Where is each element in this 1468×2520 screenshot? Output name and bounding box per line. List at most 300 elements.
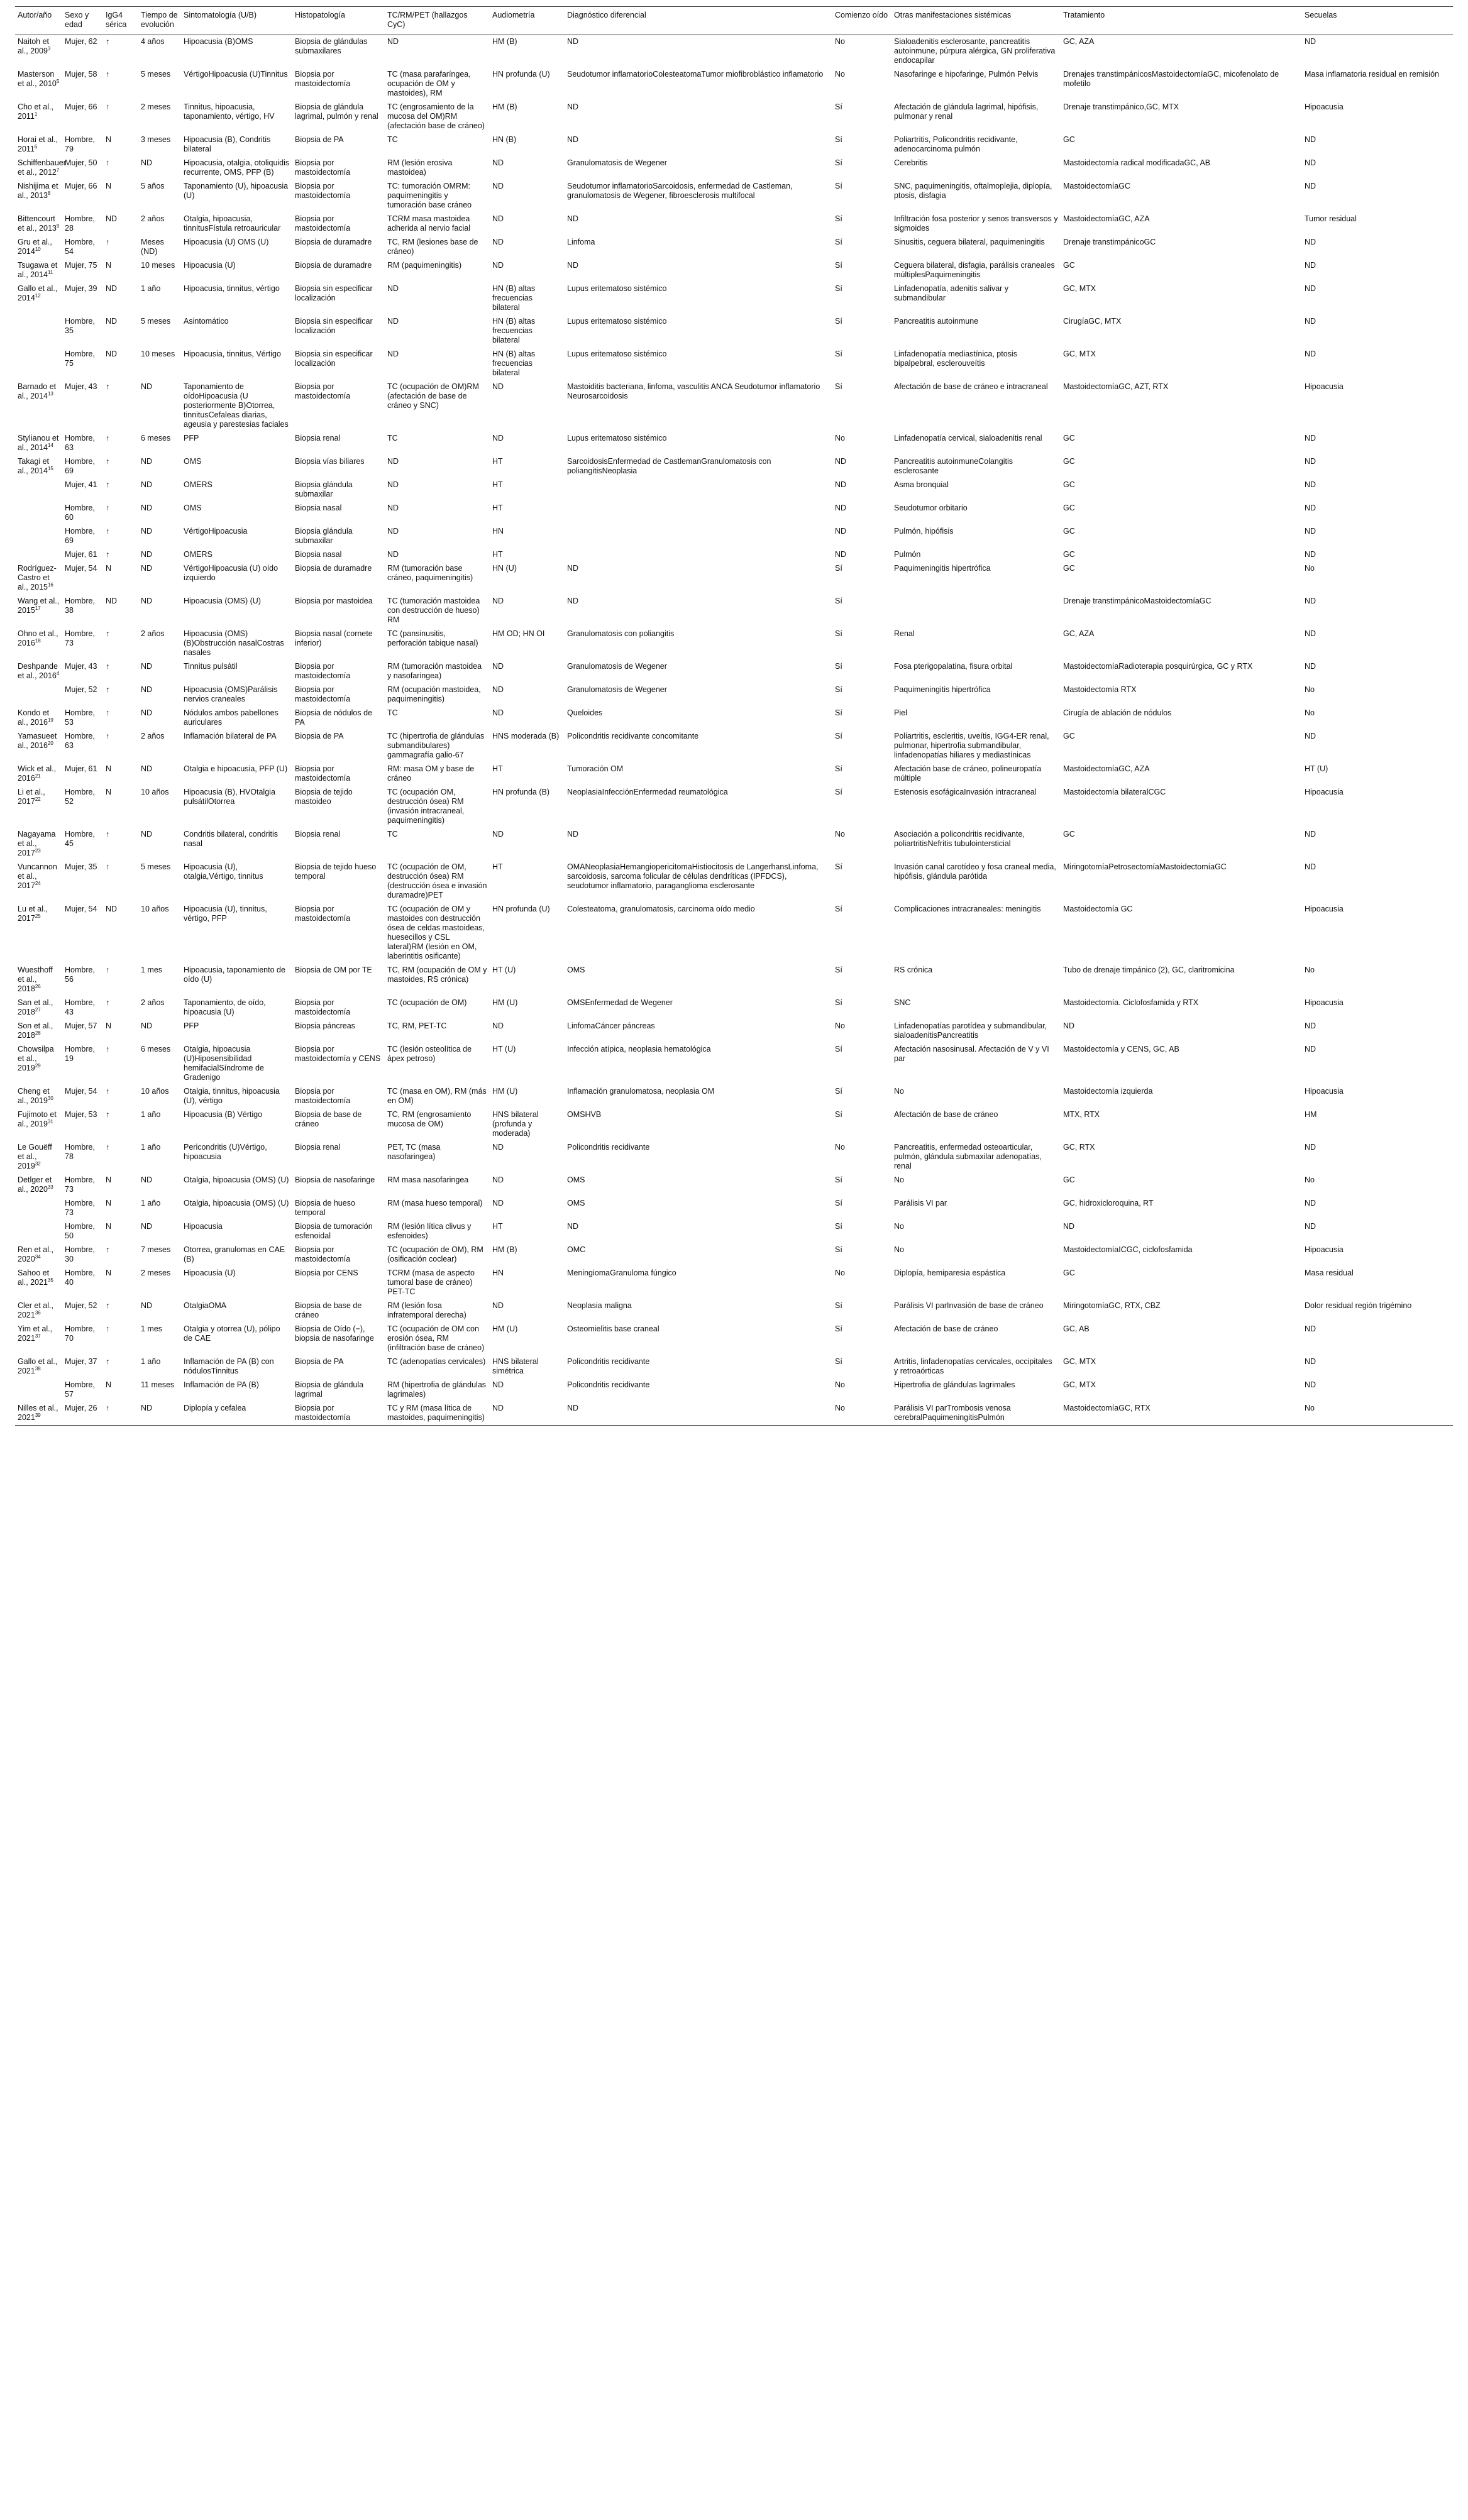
onset-cell: ND bbox=[835, 480, 847, 489]
onset-cell: Sí bbox=[835, 597, 842, 605]
histopathology-cell: Biopsia por mastoidectomía bbox=[295, 1087, 351, 1105]
differential-cell: ND bbox=[567, 1222, 579, 1231]
imaging-cell: RM (tumoración mastoidea y nasofaringea) bbox=[387, 662, 482, 680]
evolution-cell: 2 meses bbox=[141, 1268, 171, 1277]
differential-cell: Infección atípica, neoplasia hematológica bbox=[567, 1045, 711, 1054]
evolution-cell: 10 meses bbox=[141, 349, 175, 358]
author-name: Fujimoto et al., 2019 bbox=[18, 1110, 57, 1128]
symptoms-cell: Hipoacusia, tinnitus, vértigo bbox=[184, 284, 280, 293]
author-name: Deshpande et al., 2016 bbox=[18, 662, 58, 680]
differential-cell: LinfomaCáncer páncreas bbox=[567, 1021, 655, 1030]
histopathology-cell: Biopsia por mastoidectomía bbox=[295, 182, 351, 200]
imaging-cell: ND bbox=[387, 503, 399, 512]
audiometry-cell: ND bbox=[492, 182, 504, 190]
imaging-cell: TC (ocupación de OM y mastoides con destrucción ósea de celdas mastoideas, huesecillos y CSL lateral)RM (lesión en OM, laberintitis osificante) bbox=[387, 905, 485, 960]
treatment-cell: Drenaje transtimpánico,GC, MTX bbox=[1063, 102, 1179, 111]
histopathology-cell: Biopsia por mastoidea bbox=[295, 597, 373, 605]
sequelae-cell: Masa inflamatoria residual en remisión bbox=[1305, 70, 1439, 79]
table-row bbox=[15, 548, 1453, 562]
treatment-cell: Mastoidectomía izquierda bbox=[1063, 1087, 1153, 1096]
imaging-cell: TC (pansinusitis, perforación tabique nasal) bbox=[387, 629, 478, 647]
symptoms-cell: Hipoacusia (U), otalgia,Vértigo, tinnitus bbox=[184, 862, 263, 881]
sequelae-cell: Hipoacusia bbox=[1305, 905, 1344, 913]
sequelae-cell: ND bbox=[1305, 261, 1316, 270]
author-cell bbox=[15, 157, 66, 180]
treatment-cell: GC bbox=[1063, 261, 1075, 270]
symptoms-cell: Hipoacusia (B), HVOtalgia pulsátilOtorrea bbox=[184, 788, 275, 806]
differential-cell: Lupus eritematoso sistémico bbox=[567, 434, 667, 443]
differential-cell bbox=[565, 525, 832, 548]
onset-cell: Sí bbox=[835, 764, 842, 773]
igg4-cell: ↑ bbox=[106, 1324, 110, 1333]
audiometry-cell: HM (U) bbox=[492, 1324, 518, 1333]
symptoms-cell: Hipoacusia (OMS)(B)Obstrucción nasalCostras nasales bbox=[184, 629, 284, 657]
treatment-cell: MastoidectomíaGC, AZA bbox=[1063, 214, 1150, 223]
onset-cell: Sí bbox=[835, 862, 842, 871]
audiometry-cell: HT bbox=[492, 1222, 503, 1231]
igg4-cell: ↑ bbox=[106, 238, 110, 246]
symptoms-cell: Hipoacusia (U) bbox=[184, 261, 236, 270]
reference-number: 25 bbox=[35, 913, 41, 919]
sex-age-cell: Hombre, 70 bbox=[65, 1324, 95, 1343]
sequelae-cell: ND bbox=[1305, 1143, 1316, 1152]
sequelae-cell: HT (U) bbox=[1305, 764, 1328, 773]
audiometry-cell: HM (B) bbox=[492, 102, 517, 111]
evolution-cell: 2 meses bbox=[141, 102, 171, 111]
author-cell bbox=[15, 1402, 62, 1426]
header-igg4: IgG4 sérica bbox=[103, 7, 138, 35]
author-cell bbox=[15, 683, 62, 707]
sequelae-cell: ND bbox=[1305, 434, 1316, 443]
audiometry-cell: HT (U) bbox=[492, 966, 516, 974]
onset-cell: Sí bbox=[835, 1110, 842, 1119]
audiometry-cell: HT bbox=[492, 550, 503, 559]
sequelae-cell: No bbox=[1302, 1402, 1453, 1426]
sex-age-cell: Mujer, 54 bbox=[65, 564, 97, 573]
igg4-cell: ND bbox=[106, 317, 118, 326]
audiometry-cell: ND bbox=[492, 214, 504, 223]
onset-cell: Sí bbox=[835, 284, 842, 293]
histopathology-cell: Biopsia de tejido hueso temporal bbox=[295, 862, 377, 881]
symptoms-cell: OMERS bbox=[184, 550, 212, 559]
treatment-cell: GC bbox=[1063, 135, 1075, 144]
table-row bbox=[15, 455, 1453, 478]
histopathology-cell: Biopsia de nasofaringe bbox=[295, 1175, 375, 1184]
evolution-cell: ND bbox=[141, 1175, 153, 1184]
differential-cell: MeningiomaGranuloma fúngico bbox=[567, 1268, 676, 1277]
imaging-cell: TC (lesión osteolítica de ápex petroso) bbox=[387, 1045, 472, 1063]
reference-number: 5 bbox=[56, 78, 60, 84]
table-row bbox=[15, 478, 1453, 502]
sequelae-cell: ND bbox=[1305, 135, 1316, 144]
differential-cell: ND bbox=[567, 597, 579, 605]
table-row bbox=[15, 1299, 1453, 1323]
treatment-cell: MastoidectomíaGC, AZT, RTX bbox=[1063, 382, 1169, 391]
igg4-cell: ND bbox=[106, 349, 118, 358]
table-row bbox=[15, 627, 1453, 660]
treatment-cell: Mastoidectomía GC bbox=[1063, 905, 1133, 913]
igg4-cell: N bbox=[106, 1222, 112, 1231]
sex-age-cell: Hombre, 73 bbox=[65, 629, 95, 647]
histopathology-cell: Biopsia de duramadre bbox=[295, 564, 372, 573]
case-table bbox=[15, 6, 1453, 1426]
systemic-cell: SNC, paquimeningitis, oftalmoplejia, diplopía, ptosis, disfagia bbox=[894, 182, 1052, 200]
differential-cell: ND bbox=[567, 261, 579, 270]
author-cell bbox=[15, 1085, 62, 1108]
audiometry-cell: HT bbox=[492, 862, 503, 871]
author-cell bbox=[15, 133, 62, 157]
sex-age-cell: Mujer, 75 bbox=[65, 261, 97, 270]
author-cell bbox=[15, 595, 62, 627]
treatment-cell: MiringotomíaGC, RTX, CBZ bbox=[1063, 1301, 1161, 1310]
histopathology-cell: Biopsia de PA bbox=[295, 135, 344, 144]
histopathology-cell: Biopsia de duramadre bbox=[295, 261, 372, 270]
onset-cell: Sí bbox=[835, 998, 842, 1007]
reference-number: 23 bbox=[35, 847, 41, 854]
evolution-cell: 10 meses bbox=[141, 261, 175, 270]
sex-age-cell: Hombre, 53 bbox=[65, 708, 95, 727]
author-cell bbox=[15, 502, 62, 525]
audiometry-cell: HNS bilateral simétrica bbox=[492, 1357, 539, 1375]
onset-cell: Sí bbox=[835, 214, 842, 223]
systemic-cell: Poliartritis, Policondritis recidivante, adenocarcinoma pulmón bbox=[894, 135, 1018, 153]
table-row bbox=[15, 236, 1453, 259]
table-row bbox=[15, 903, 1453, 964]
sequelae-cell: HM bbox=[1305, 1110, 1317, 1119]
author-name: Takagi et al., 2014 bbox=[18, 457, 50, 475]
imaging-cell: ND bbox=[387, 550, 399, 559]
reference-number: 9 bbox=[56, 223, 60, 229]
sex-age-cell: Hombre, 57 bbox=[65, 1380, 95, 1399]
table-row bbox=[15, 180, 1453, 212]
imaging-cell: TC y RM (masa lítica de mastoides, paquimeningitis) bbox=[385, 1402, 490, 1426]
igg4-cell: ↑ bbox=[106, 862, 110, 871]
sex-age-cell: Mujer, 58 bbox=[65, 70, 97, 79]
sequelae-cell: Hipoacusia bbox=[1305, 382, 1344, 391]
author-name: Chowsilpa et al., 2019 bbox=[18, 1045, 54, 1072]
histopathology-cell: Biopsia renal bbox=[295, 1143, 341, 1152]
evolution-cell: 5 meses bbox=[141, 70, 171, 79]
author-name: Wang et al., 2015 bbox=[18, 597, 60, 615]
audiometry-cell: ND bbox=[492, 158, 504, 167]
systemic-cell: Diplopía, hemiparesia espástica bbox=[894, 1268, 1006, 1277]
differential-cell: OMC bbox=[567, 1245, 586, 1254]
treatment-cell: GC, AZA bbox=[1063, 37, 1095, 46]
author-cell bbox=[15, 236, 62, 259]
table-row bbox=[15, 315, 1453, 348]
author-name: Yamasueet al., 2016 bbox=[18, 732, 57, 750]
histopathology-cell: Biopsia vías biliares bbox=[295, 457, 365, 466]
audiometry-cell: ND bbox=[492, 1380, 504, 1389]
header-differential-diagnosis: Diagnóstico diferencial bbox=[565, 7, 832, 35]
audiometry-cell: ND bbox=[492, 1175, 504, 1184]
igg4-cell: N bbox=[106, 1268, 112, 1277]
sequelae-cell: Hipoacusia bbox=[1305, 1245, 1344, 1254]
imaging-cell: ND bbox=[387, 284, 399, 293]
evolution-cell: ND bbox=[141, 382, 153, 391]
audiometry-cell: HM OD; HN OI bbox=[492, 629, 545, 638]
treatment-cell: ND bbox=[1063, 1021, 1075, 1030]
reference-number: 21 bbox=[35, 773, 41, 779]
systemic-cell: Pulmón, hipófisis bbox=[894, 527, 954, 536]
differential-cell: Lupus eritematoso sistémico bbox=[567, 284, 667, 293]
igg4-cell: ↑ bbox=[106, 1045, 110, 1054]
author-cell bbox=[15, 432, 62, 455]
table-header bbox=[15, 7, 1453, 35]
onset-cell: Sí bbox=[835, 1175, 842, 1184]
audiometry-cell: HN (B) bbox=[492, 135, 517, 144]
imaging-cell: TC (engrosamiento de la mucosa del OM)RM (afectación base de cráneo) bbox=[387, 102, 485, 130]
systemic-cell: Parálisis VI parTrombosis venosa cerebralPaquimeningitisPulmón bbox=[891, 1402, 1061, 1426]
treatment-cell: MastoidectomíaGC, AZA bbox=[1063, 764, 1150, 773]
sex-age-cell: Mujer, 54 bbox=[65, 1087, 97, 1096]
audiometry-cell: HN profunda (U) bbox=[492, 70, 550, 79]
author-cell bbox=[15, 1355, 62, 1378]
author-name: Son et al., 2018 bbox=[18, 1021, 53, 1040]
author-cell bbox=[15, 548, 62, 562]
symptoms-cell: Asintomático bbox=[184, 317, 229, 326]
differential-cell: Colesteatoma, granulomatosis, carcinoma oído medio bbox=[567, 905, 755, 913]
systemic-cell: Nasofaringe e hipofaringe, Pulmón Pelvis bbox=[894, 70, 1039, 79]
reference-number: 28 bbox=[35, 1030, 41, 1036]
imaging-cell: ND bbox=[387, 527, 399, 536]
author-name: Rodríguez-Castro et al., 2015 bbox=[18, 564, 57, 591]
differential-cell: OMSHVB bbox=[567, 1110, 602, 1119]
onset-cell: Sí bbox=[835, 905, 842, 913]
sex-age-cell: Hombre, 45 bbox=[65, 830, 95, 848]
author-cell bbox=[15, 380, 62, 432]
treatment-cell: Mastoidectomía RTX bbox=[1063, 685, 1137, 694]
evolution-cell: 1 año bbox=[141, 1199, 161, 1208]
histopathology-cell: Biopsia de PA bbox=[295, 732, 344, 740]
evolution-cell: ND bbox=[141, 1222, 153, 1231]
symptoms-cell: VértigoHipoacusia bbox=[184, 527, 248, 536]
treatment-cell: ND bbox=[1063, 1222, 1075, 1231]
treatment-cell: GC bbox=[1063, 830, 1075, 839]
treatment-cell: CirugíaGC, MTX bbox=[1063, 317, 1122, 326]
igg4-cell: ↑ bbox=[106, 966, 110, 974]
igg4-cell: ↑ bbox=[106, 550, 110, 559]
author-cell bbox=[15, 1323, 62, 1355]
histopathology-cell: Biopsia por mastoidectomía bbox=[295, 1245, 351, 1263]
sequelae-cell: ND bbox=[1305, 503, 1316, 512]
systemic-cell: No bbox=[894, 1087, 904, 1096]
igg4-cell: N bbox=[106, 182, 112, 190]
igg4-cell: ↑ bbox=[106, 662, 110, 671]
histopathology-cell: Biopsia por mastoidectomía y CENS bbox=[295, 1045, 381, 1063]
differential-cell: ND bbox=[567, 102, 579, 111]
reference-number: 34 bbox=[35, 1253, 41, 1260]
sex-age-cell: Mujer, 61 bbox=[65, 550, 97, 559]
symptoms-cell: VértigoHipoacusia (U)Tinnitus bbox=[184, 70, 288, 79]
onset-cell: No bbox=[835, 830, 845, 839]
audiometry-cell: ND bbox=[492, 1301, 504, 1310]
igg4-cell: ↑ bbox=[106, 480, 110, 489]
treatment-cell: Mastoidectomía. Ciclofosfamida y RTX bbox=[1063, 998, 1199, 1007]
imaging-cell: TC, RM (lesiones base de cráneo) bbox=[387, 238, 478, 256]
author-cell bbox=[15, 707, 62, 730]
table-row bbox=[15, 762, 1453, 786]
author-name: Tsugawa et al., 2014 bbox=[18, 261, 58, 279]
header-histopathology: Histopatología bbox=[292, 7, 385, 35]
sex-age-cell: Mujer, 53 bbox=[65, 1110, 97, 1119]
imaging-cell: TC (ocupación de OM) bbox=[387, 998, 467, 1007]
systemic-cell: Ceguera bilateral, disfagia, parálisis craneales múltiplesPaquimeningitis bbox=[894, 261, 1055, 279]
treatment-cell: GC bbox=[1063, 480, 1075, 489]
sequelae-cell: ND bbox=[1305, 662, 1316, 671]
treatment-cell: GC bbox=[1063, 457, 1075, 466]
onset-cell: Sí bbox=[835, 1324, 842, 1333]
audiometry-cell: ND bbox=[492, 382, 504, 391]
reference-number: 3 bbox=[47, 45, 51, 52]
differential-cell: Granulomatosis de Wegener bbox=[567, 685, 667, 694]
differential-cell: OMS bbox=[567, 966, 585, 974]
author-cell bbox=[15, 1267, 62, 1299]
systemic-cell: Cerebritis bbox=[894, 158, 928, 167]
table-row bbox=[15, 660, 1453, 683]
sequelae-cell: No bbox=[1305, 966, 1315, 974]
table-row bbox=[15, 68, 1453, 101]
systemic-cell: Invasión canal carotídeo y fosa craneal media, hipófisis, glándula parótida bbox=[894, 862, 1056, 881]
differential-cell: Granulomatosis de Wegener bbox=[567, 662, 667, 671]
header-sex-age: Sexo y edad bbox=[62, 7, 103, 35]
onset-cell: Sí bbox=[835, 685, 842, 694]
differential-cell: Policondritis recidivante concomitante bbox=[567, 732, 699, 740]
evolution-cell: ND bbox=[141, 764, 153, 773]
author-name: Gru et al., 2014 bbox=[18, 238, 52, 256]
table-row bbox=[15, 502, 1453, 525]
audiometry-cell: HN bbox=[492, 527, 504, 536]
igg4-cell: N bbox=[106, 1380, 112, 1389]
audiometry-cell: ND bbox=[492, 434, 504, 443]
imaging-cell: TC (ocupación de OM, destrucción ósea) RM (destrucción ósea e invasión duramadre)PET bbox=[387, 862, 487, 900]
evolution-cell: ND bbox=[141, 564, 153, 573]
histopathology-cell: Biopsia por mastoidectomía bbox=[295, 662, 351, 680]
treatment-cell: Drenaje transtimpánicoGC bbox=[1063, 238, 1156, 246]
histopathology-cell: Biopsia sin especificar localización bbox=[295, 317, 373, 335]
systemic-cell: Estenosis esofágicaInvasión intracraneal bbox=[894, 788, 1037, 796]
onset-cell: Sí bbox=[835, 238, 842, 246]
onset-cell: Sí bbox=[835, 732, 842, 740]
imaging-cell: ND bbox=[387, 317, 399, 326]
audiometry-cell: HT bbox=[492, 764, 503, 773]
audiometry-cell: HM (U) bbox=[492, 1087, 518, 1096]
sex-age-cell: Mujer, 37 bbox=[65, 1357, 97, 1366]
audiometry-cell: ND bbox=[490, 1402, 565, 1426]
systemic-cell: Afectación base de cráneo, polineuropatía múltiple bbox=[894, 764, 1042, 783]
igg4-cell: ↑ bbox=[106, 1357, 110, 1366]
author-cell bbox=[15, 1243, 62, 1267]
reference-number: 13 bbox=[47, 390, 53, 397]
onset-cell: No bbox=[835, 1143, 845, 1152]
histopathology-cell: Biopsia de tejido mastoideo bbox=[295, 788, 353, 806]
igg4-cell: N bbox=[106, 135, 112, 144]
symptoms-cell: Pericondritis (U)Vértigo, hipoacusia bbox=[184, 1143, 267, 1161]
systemic-cell: Linfadenopatía, adenitis salivar y submandibular bbox=[894, 284, 1009, 302]
histopathology-cell: Biopsia de Oído (−), biopsia de nasofaringe bbox=[295, 1324, 374, 1343]
treatment-cell: MiringotomíaPetrosectomíaMastoidectomíaGC bbox=[1063, 862, 1227, 871]
reference-number: 14 bbox=[47, 442, 53, 448]
sequelae-cell: ND bbox=[1305, 1357, 1316, 1366]
onset-cell: ND bbox=[835, 503, 847, 512]
evolution-cell: 2 años bbox=[141, 214, 165, 223]
differential-cell: Seudotumor inflamatorioSarcoidosis, enfermedad de Castleman, granulomatosis de Wegener, fibroesclerosis multifocal bbox=[567, 182, 793, 200]
treatment-cell: MastoidectomíaGC bbox=[1063, 182, 1130, 190]
sequelae-cell: ND bbox=[1305, 1324, 1316, 1333]
sex-age-cell: Hombre, 30 bbox=[65, 1245, 95, 1263]
sequelae-cell: ND bbox=[1305, 1380, 1316, 1389]
histopathology-cell: Biopsia de glándula lagrimal bbox=[295, 1380, 364, 1399]
imaging-cell: TC (hipertrofia de glándulas submandibulares) gammagrafía galio-67 bbox=[387, 732, 485, 759]
systemic-cell: Piel bbox=[894, 708, 907, 717]
symptoms-cell: Otalgia, tinnitus, hipoacusia (U), vértigo bbox=[184, 1087, 280, 1105]
systemic-cell: No bbox=[894, 1175, 904, 1184]
differential-cell: Granulomatosis con poliangitis bbox=[567, 629, 675, 638]
sex-age-cell: Hombre, 73 bbox=[65, 1175, 95, 1194]
igg4-cell: ↑ bbox=[106, 732, 110, 740]
audiometry-cell: ND bbox=[492, 1199, 504, 1208]
reference-number: 29 bbox=[35, 1062, 41, 1069]
systemic-cell: Asociación a policondritis recidivante, poliartritisNefritis tubulointersticial bbox=[894, 830, 1025, 848]
histopathology-cell: Biopsia renal bbox=[295, 434, 341, 443]
table-row bbox=[15, 133, 1453, 157]
sequelae-cell: ND bbox=[1305, 550, 1316, 559]
sequelae-cell: ND bbox=[1305, 629, 1316, 638]
systemic-cell: Parálisis VI parInvasión de base de cráneo bbox=[894, 1301, 1044, 1310]
differential-cell: OMANeoplasiaHemangiopericitomaHistiocitosis de LangerhansLinfoma, sarcoidosis, sarcoma folicular de células dendríticas (IPFDCS), seudotumor inflamatorio, paraganglioma esclerosante bbox=[567, 862, 819, 890]
author-name: Vuncannon et al., 2017 bbox=[18, 862, 57, 890]
sex-age-cell: Hombre, 78 bbox=[65, 1143, 95, 1161]
audiometry-cell: ND bbox=[492, 685, 504, 694]
audiometry-cell: HN profunda (B) bbox=[492, 788, 550, 796]
audiometry-cell: ND bbox=[492, 238, 504, 246]
reference-number: 37 bbox=[35, 1333, 41, 1339]
author-cell bbox=[15, 627, 62, 660]
differential-cell: Policondritis recidivante bbox=[567, 1380, 650, 1389]
author-cell bbox=[15, 762, 62, 786]
symptoms-cell: Otorrea, granulomas en CAE (B) bbox=[184, 1245, 285, 1263]
sex-age-cell: Hombre, 60 bbox=[65, 503, 95, 522]
author-cell bbox=[15, 730, 62, 762]
sequelae-cell: ND bbox=[1305, 317, 1316, 326]
sex-age-cell: Hombre, 69 bbox=[65, 527, 95, 545]
sequelae-cell: ND bbox=[1305, 1045, 1316, 1054]
symptoms-cell: Condritis bilateral, condritis nasal bbox=[184, 830, 279, 848]
imaging-cell: TCRM masa mastoidea adherida al nervio facial bbox=[387, 214, 471, 233]
symptoms-cell: Diplopía y cefalea bbox=[181, 1402, 292, 1426]
igg4-cell: ↑ bbox=[106, 102, 110, 111]
author-cell bbox=[15, 455, 62, 478]
differential-cell: Tumoración OM bbox=[567, 764, 624, 773]
reference-number: 11 bbox=[47, 269, 53, 275]
header-symptoms: Sintomatología (U/B) bbox=[181, 7, 292, 35]
audiometry-cell: HN profunda (U) bbox=[492, 905, 550, 913]
table-row bbox=[15, 432, 1453, 455]
igg4-cell: ↑ bbox=[106, 158, 110, 167]
sex-age-cell: Mujer, 66 bbox=[65, 102, 97, 111]
histopathology-cell: Biopsia de glándulas submaxilares bbox=[295, 37, 368, 55]
sex-age-cell: Mujer, 54 bbox=[65, 905, 97, 913]
symptoms-cell: Otalgia y otorrea (U), pólipo de CAE bbox=[184, 1324, 280, 1343]
sex-age-cell: Hombre, 73 bbox=[65, 1199, 95, 1217]
treatment-cell: GC bbox=[1063, 503, 1075, 512]
evolution-cell: 1 año bbox=[141, 284, 161, 293]
evolution-cell: ND bbox=[141, 480, 153, 489]
histopathology-cell: Biopsia de OM por TE bbox=[295, 966, 372, 974]
treatment-cell: Cirugía de ablación de nódulos bbox=[1063, 708, 1172, 717]
table-row bbox=[15, 101, 1453, 133]
author-cell bbox=[15, 35, 62, 69]
